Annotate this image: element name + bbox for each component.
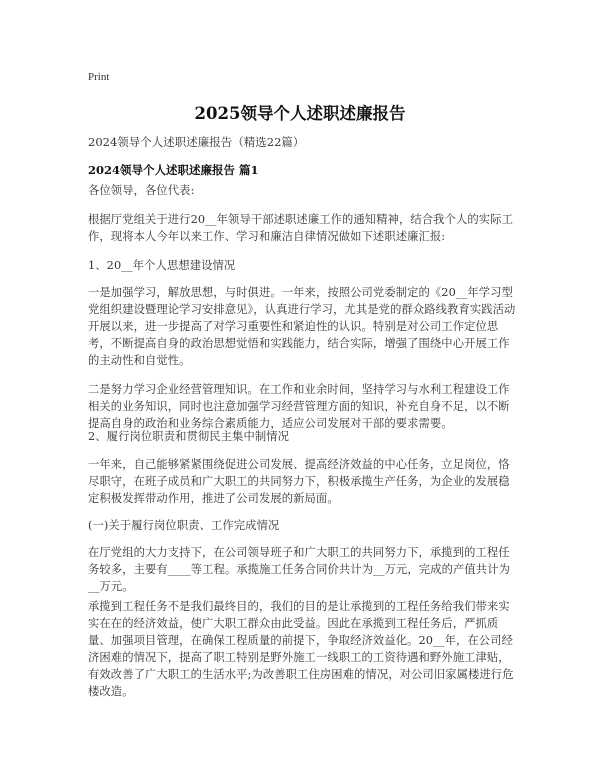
section-heading: 2024领导个人述职述廉报告 篇1 [88,163,259,177]
job-completion-paragraph: 在厅党组的大力支持下，在公司领导班子和广大职工的共同努力下，承揽到的工程任务较多，主要有____等工程。承揽施工任务合同价共计为__万元，完成的产值共计为__万元。 [88,546,510,593]
document-subtitle: 2024领导个人述职述廉报告（精选22篇） [88,135,305,149]
ideology-paragraph-1: 一是加强学习，解放思想，与时俱进。一年来，按照公司党委制定的《20__年学习型党组织建设暨理论学习安排意见》，认真进行学习，尤其是党的群众路线教育实践活动开展以来，进一步提高了对学习重要性和紧迫性的认识。特别是对公司工作定位思考，不断提高自身的政治思想觉悟和实践能力，结合实际，增强了围绕中心开展工作的主动性和自觉性。 [88,286,516,367]
intro-paragraph: 根据厅党组关于进行20__年领导干部述职述廉工作的通知精神，结合我个人的实际工作，现将本人今年以来工作、学习和廉洁自律情况做如下述职述廉汇报: [88,213,513,243]
page-title: 2025领导个人述职述廉报告 [194,104,406,123]
print-link[interactable]: Print [88,71,110,83]
salutation-paragraph: 各位领导，各位代表: [88,184,195,197]
subheading-job-completion: (一)关于履行岗位职责、工作完成情况 [88,519,280,532]
benefits-paragraph: 承揽到工程任务不是我们最终目的，我们的目的是让承揽到的工程任务给我们带来实实在在的经济效益，使广大职工群众由此受益。因此在承揽到工程任务后，严抓质量、加强项目管理，在确保工程质量的前提下，争取经济效益化。20__年，在公司经济困难的情况下，提高了职工特别是野外施工一线职工的工资待遇和野外施工津贴，有效改善了广大职工的生活水平;为改善职工住房困难的情况，对公司旧家属楼进行危楼改造。 [88,600,514,698]
duties-paragraph: 一年来，自己能够紧紧围绕促进公司发展、提高经济效益的中心任务，立足岗位，恪尽职守，在班子成员和广大职工的共同努力下，积极承揽生产任务，为企业的发展稳定积极发挥带动作用，推进了公司发展的新局面。 [88,458,510,505]
subheading-ideology: 1、20__年个人思想建设情况 [88,259,236,272]
ideology-paragraph-2: 二是努力学习企业经营管理知识。在工作和业余时间，坚持学习与水利工程建设工作相关的业务知识，同时也注意加强学习经营管理方面的知识，补充自身不足，以不断提高自身的政治和业务综合素质能力，适应公司发展对干部的要求需要。 [88,383,510,430]
subheading-duties: 2、履行岗位职责和贯彻民主集中制情况 [88,430,290,443]
